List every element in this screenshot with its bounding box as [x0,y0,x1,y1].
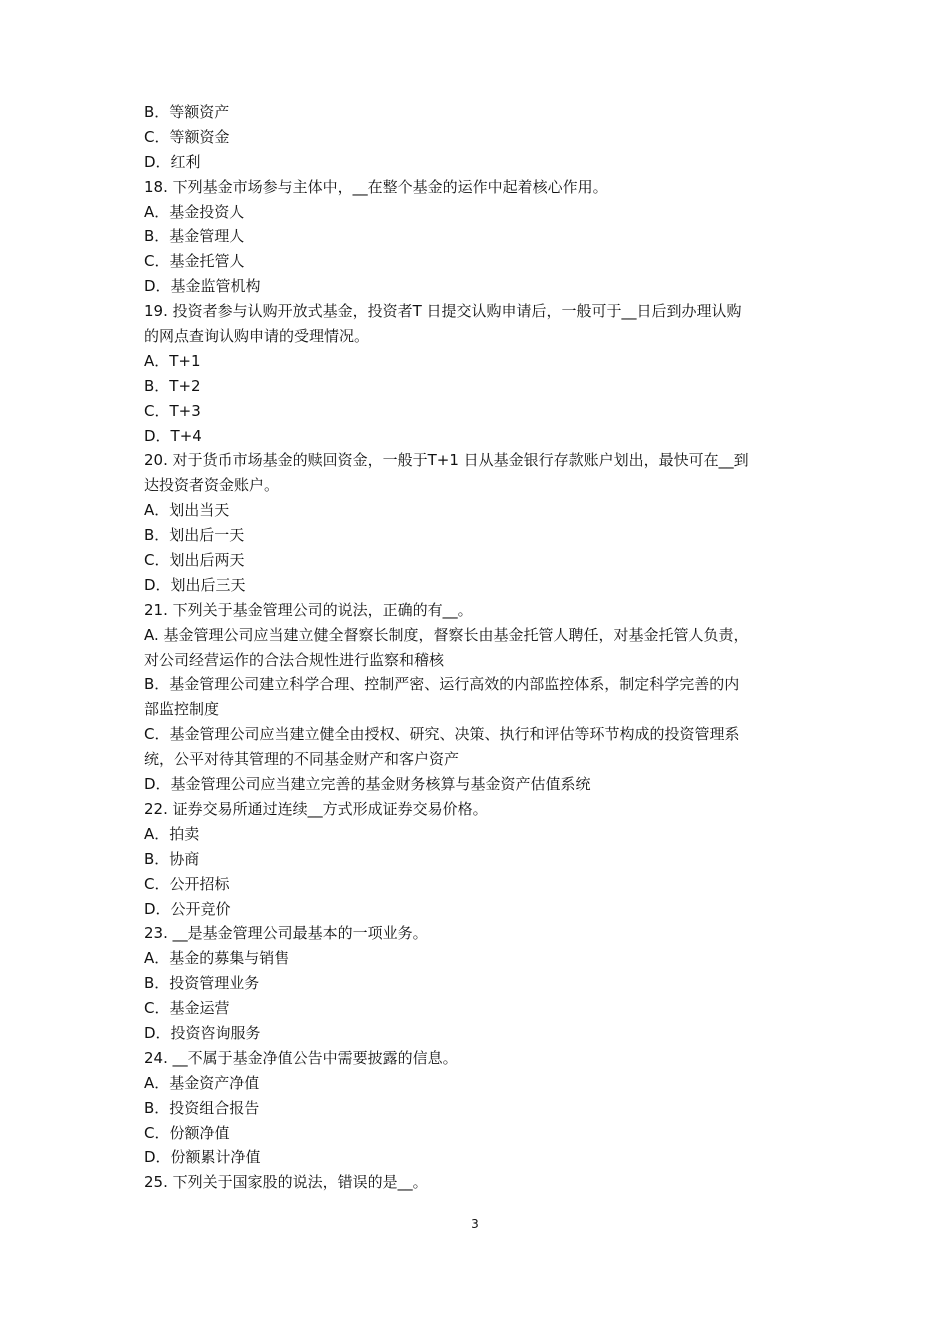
text-line: C．份额净值 [144,1123,230,1142]
text-line: B．T+2 [144,376,201,395]
text-line: D．基金管理公司应当建立完善的基金财务核算与基金资产估值系统 [144,775,591,794]
text-line: C．等额资金 [144,127,230,146]
text-line: B．划出后一天 [144,526,245,545]
text-line: 的网点查询认购申请的受理情况。 [144,327,370,346]
text-line: C．公开招标 [144,874,230,893]
text-line: B．协商 [144,849,200,868]
text-line: 对公司经营运作的合法合规性进行监察和稽核 [144,650,445,669]
text-line: C．T+3 [144,401,201,420]
text-line: 18. 下列基金市场参与主体中，__在整个基金的运作中起着核心作用。 [144,177,608,196]
text-line: B．等额资产 [144,103,230,121]
text-line: A．基金投资人 [144,202,245,221]
text-line: 24. __不属于基金净值公告中需要披露的信息。 [144,1048,458,1067]
text-line: 统，公平对待其管理的不同基金财产和客户资产 [144,750,460,769]
text-line: 部监控制度 [144,700,220,719]
text-line: 达投资者资金账户。 [144,476,280,495]
text-line: C．划出后两天 [144,551,245,570]
text-line: B．投资管理业务 [144,974,260,993]
text-line: A．划出当天 [144,501,230,520]
text-line: A．拍卖 [144,824,200,843]
text-line: D．份额累计净值 [144,1148,261,1167]
document-body [144,100,814,1195]
text-line: D．红利 [144,152,201,171]
text-line: C．基金托管人 [144,252,245,271]
text-line: D．T+4 [144,426,202,445]
text-line: D．公开竞价 [144,899,231,918]
text-line: C．基金运营 [144,999,230,1018]
text-line: A．基金资产净值 [144,1073,260,1092]
text-line: D．投资咨询服务 [144,1023,261,1042]
text-line: B．投资组合报告 [144,1098,260,1117]
text-line: 21. 下列关于基金管理公司的说法，正确的有__。 [144,600,473,619]
text-line: 23. __是基金管理公司最基本的一项业务。 [144,924,428,943]
text-line: 22. 证券交易所通过连续__方式形成证券交易价格。 [144,799,488,818]
text-line: A．基金的募集与销售 [144,949,290,968]
text-line: A. 基金管理公司应当建立健全督察长制度，督察长由基金托管人聘任，对基金托管人负责， [144,625,749,644]
text-line: C．基金管理公司应当建立健全由授权、研究、决策、执行和评估等环节构成的投资管理系 [144,725,740,744]
text-line: 25. 下列关于国家股的说法，错误的是__。 [144,1173,428,1192]
text-line: 19. 投资者参与认购开放式基金，投资者T 日提交认购申请后，一般可于__日后到办理认购 [144,302,742,321]
page-number: 3 [471,1217,479,1231]
text-line: D．基金监管机构 [144,277,261,296]
text-line: 20. 对于货币市场基金的赎回资金，一般于T+1 日从基金银行存款账户划出，最快可在__到 [144,451,749,470]
text-line: A．T+1 [144,351,201,370]
text-line: D．划出后三天 [144,575,246,594]
text-line: B．基金管理公司建立科学合理、控制严密、运行高效的内部监控体系，制定科学完善的内 [144,675,740,694]
text-line: B．基金管理人 [144,227,245,246]
